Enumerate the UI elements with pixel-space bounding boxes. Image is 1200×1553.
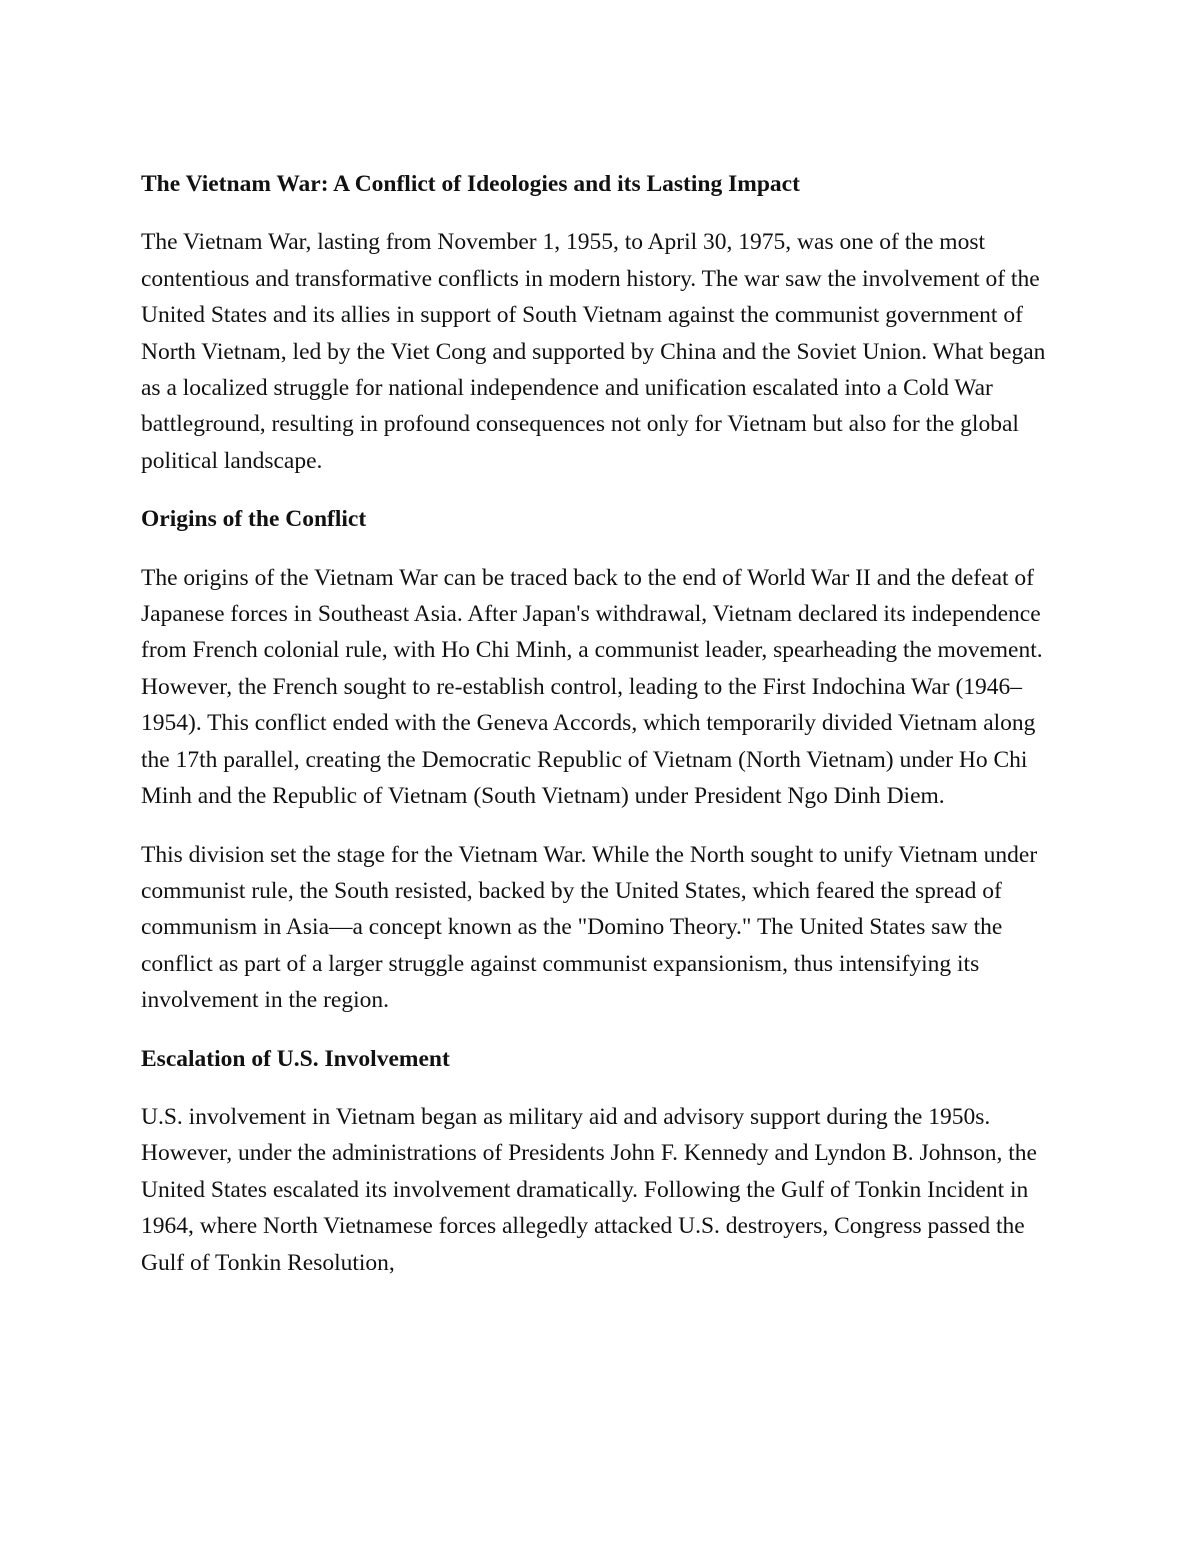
- origins-paragraph-2: This division set the stage for the Vietnam War. While the North sought to unify Vietnam under communist rule, the South resisted, backed by the United States, which feared the spread of communism in Asia—a concept known as the "Domino Theory." The United States saw the conflict as part of a larger struggle against communist expansionism, thus intensifying its involvement in the region.: [141, 841, 1038, 1014]
- section-heading-origins: Origins of the Conflict: [141, 506, 367, 533]
- origins-paragraph-1: The origins of the Vietnam War can be traced back to the end of World War II and the defeat of Japanese forces in Southeast Asia. After Japan's withdrawal, Vietnam declared its independence from French colonial rule, with Ho Chi Minh, a communist leader, spearheading the movement. However, the French sought to re-establish control, leading to the First Indochina War (1946–1954). This conflict ended with the Geneva Accords, which temporarily divided Vietnam along the 17th parallel, creating the Democratic Republic of Vietnam (North Vietnam) under Ho Chi Minh and the Republic of Vietnam (South Vietnam) under President Ngo Dinh Diem.: [141, 564, 1043, 810]
- escalation-paragraph-1: U.S. involvement in Vietnam began as military aid and advisory support during the 1950s. However, under the administrations of Presidents John F. Kennedy and Lyndon B. Johnson, the United States escalated its involvement dramatically. Following the Gulf of Tonkin Incident in 1964, where North Vietnamese forces allegedly attacked U.S. destroyers, Congress passed the Gulf of Tonkin Resolution,: [141, 1103, 1037, 1276]
- section-heading-escalation: Escalation of U.S. Involvement: [141, 1045, 450, 1072]
- document-title: The Vietnam War: A Conflict of Ideologies and its Lasting Impact: [141, 171, 800, 197]
- intro-paragraph: The Vietnam War, lasting from November 1, 1955, to April 30, 1975, was one of the most contentious and transformative conflicts in modern history. The war saw the involvement of the United States and its allies in support of South Vietnam against the communist government of North Vietnam, led by the Viet Cong and supported by China and the Soviet Union. What began as a localized struggle for national independence and unification escalated into a Cold War battleground, resulting in profound consequences not only for Vietnam but also for the global political landscape.: [141, 229, 1046, 474]
- document-body: [141, 166, 1066, 1303]
